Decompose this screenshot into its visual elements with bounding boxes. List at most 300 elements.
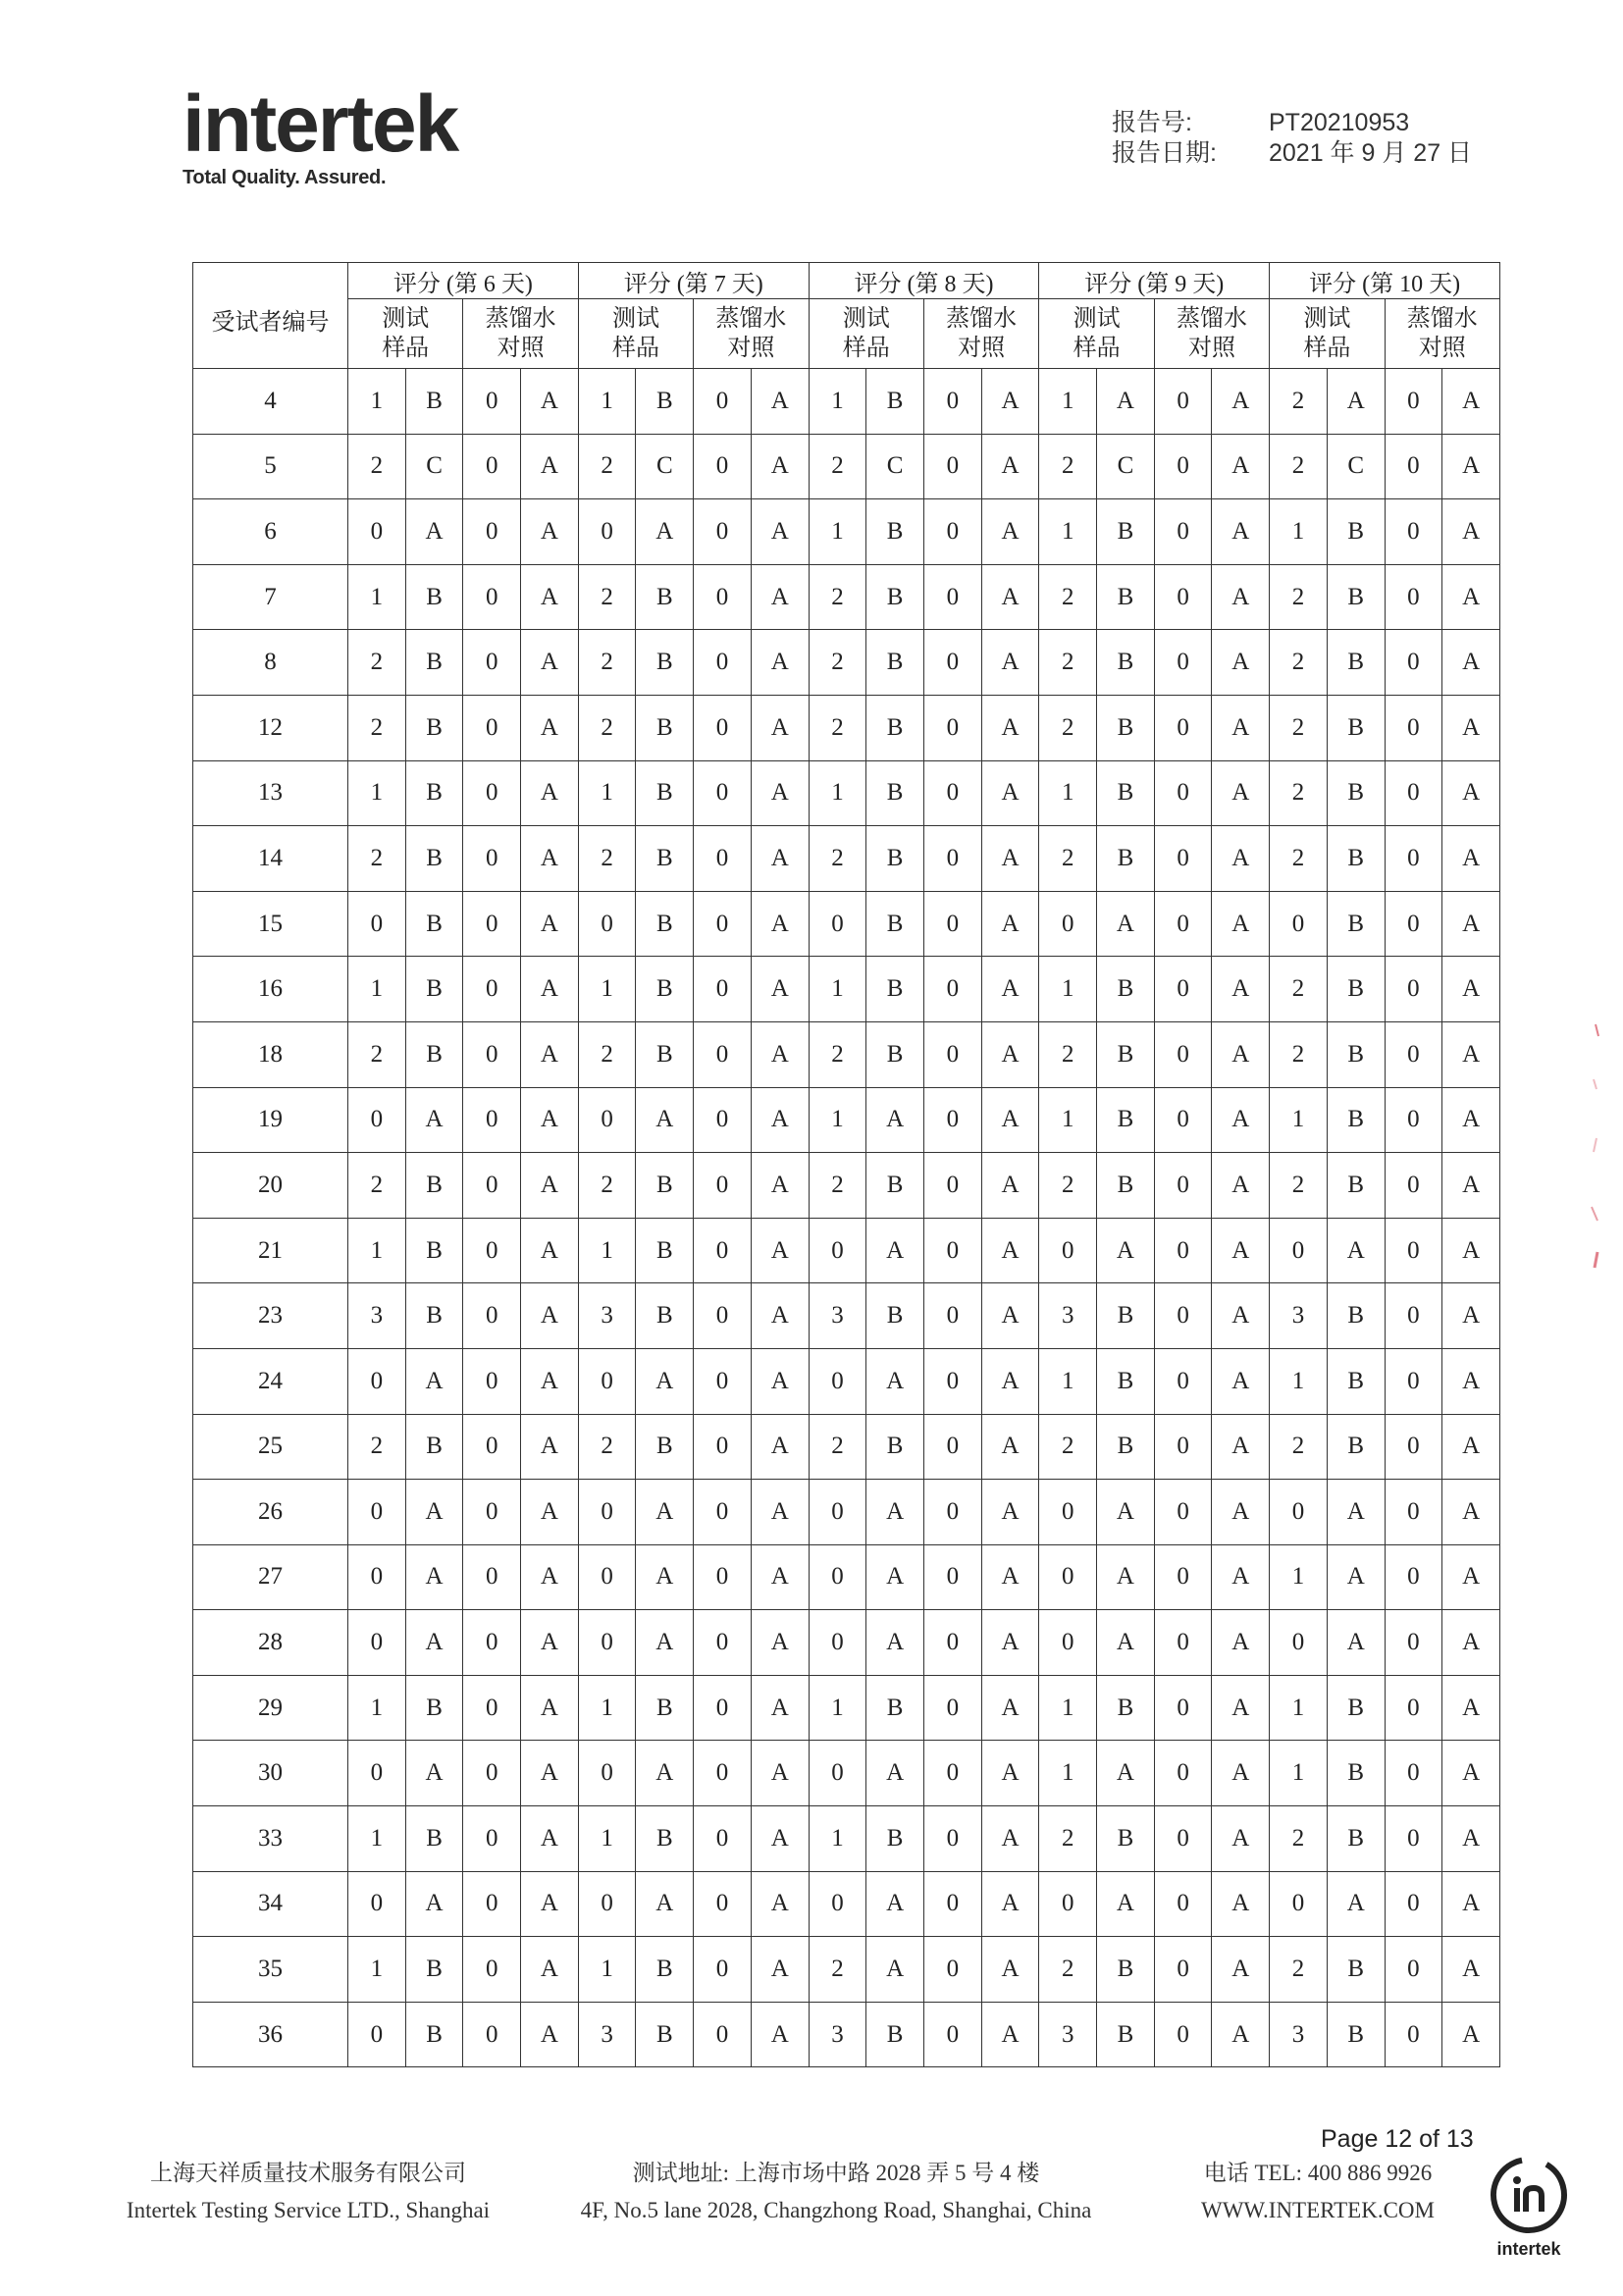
test-sample-header	[809, 299, 923, 369]
score-cell: 0	[694, 1806, 752, 1872]
day-header: 评分 (第 8 天)	[809, 263, 1039, 299]
grade-cell: A	[1212, 630, 1270, 696]
grade-cell: B	[636, 1937, 694, 2003]
distilled-water-control-header	[923, 299, 1038, 369]
grade-cell: A	[981, 891, 1039, 957]
grade-cell: B	[1327, 499, 1385, 565]
grade-cell: A	[866, 1937, 924, 2003]
score-cell: 1	[348, 369, 406, 435]
day-header: 评分 (第 7 天)	[578, 263, 809, 299]
grade-cell: B	[1097, 826, 1155, 892]
grade-cell: B	[1327, 957, 1385, 1022]
grade-cell: A	[866, 1218, 924, 1283]
score-cell: 0	[1385, 1480, 1442, 1545]
score-cell: 0	[694, 891, 752, 957]
distilled-water-control-header	[1154, 299, 1269, 369]
score-cell: 2	[1270, 1021, 1328, 1087]
grade-cell: A	[1442, 1675, 1500, 1741]
grade-cell: A	[981, 1937, 1039, 2003]
grade-cell: A	[1442, 630, 1500, 696]
grade-cell: A	[751, 630, 809, 696]
score-cell: 0	[1385, 369, 1442, 435]
grade-cell: A	[1097, 369, 1155, 435]
score-cell: 0	[923, 630, 981, 696]
grade-cell: A	[1442, 1087, 1500, 1153]
score-cell: 2	[809, 1937, 866, 2003]
score-cell: 1	[1270, 499, 1328, 565]
score-cell: 1	[578, 1675, 636, 1741]
grade-cell: B	[1097, 760, 1155, 826]
score-cell: 0	[1154, 1153, 1212, 1219]
grade-cell: A	[1442, 1741, 1500, 1806]
score-cell: 2	[578, 1021, 636, 1087]
score-cell: 0	[1154, 1283, 1212, 1349]
grade-cell: B	[866, 1021, 924, 1087]
score-cell: 2	[1270, 369, 1328, 435]
subject-id: 27	[193, 1544, 348, 1610]
table-row	[193, 1937, 1500, 2003]
grade-cell: B	[1327, 2002, 1385, 2067]
grade-cell: B	[1097, 1021, 1155, 1087]
grade-cell: B	[636, 630, 694, 696]
grade-cell: A	[521, 957, 579, 1022]
score-cell: 2	[348, 630, 406, 696]
score-cell: 0	[348, 891, 406, 957]
score-cell: 1	[1270, 1348, 1328, 1414]
test-header-line: 样品	[1073, 336, 1121, 361]
intertek-seal-icon	[1487, 2153, 1571, 2237]
grade-cell: A	[751, 1480, 809, 1545]
grade-cell: A	[981, 1610, 1039, 1676]
subject-id: 34	[193, 1871, 348, 1937]
grade-cell: A	[521, 369, 579, 435]
grade-cell: B	[405, 695, 463, 760]
score-cell: 0	[578, 1544, 636, 1610]
score-cell: 0	[1385, 1610, 1442, 1676]
grade-cell: A	[981, 630, 1039, 696]
grade-cell: A	[981, 1153, 1039, 1219]
score-cell: 0	[923, 369, 981, 435]
grade-cell: A	[636, 1610, 694, 1676]
score-cell: 0	[1385, 1544, 1442, 1610]
score-cell: 3	[1270, 2002, 1328, 2067]
score-cell: 1	[348, 1937, 406, 2003]
grade-cell: A	[1097, 1544, 1155, 1610]
score-cell: 0	[348, 1544, 406, 1610]
score-cell: 0	[578, 1480, 636, 1545]
grade-cell: A	[1442, 2002, 1500, 2067]
grade-cell: B	[636, 2002, 694, 2067]
grade-cell: A	[751, 957, 809, 1022]
grade-cell: A	[521, 1806, 579, 1872]
score-cell: 1	[1039, 1675, 1097, 1741]
score-cell: 0	[923, 1675, 981, 1741]
score-cell: 2	[809, 564, 866, 630]
score-cell: 0	[463, 1741, 521, 1806]
score-cell: 2	[1039, 1153, 1097, 1219]
score-cell: 0	[809, 1610, 866, 1676]
grade-cell: A	[521, 695, 579, 760]
grade-cell: B	[1097, 1283, 1155, 1349]
score-cell: 2	[1270, 957, 1328, 1022]
score-cell: 0	[923, 695, 981, 760]
grade-cell: A	[981, 1348, 1039, 1414]
grade-cell: B	[405, 760, 463, 826]
score-cell: 0	[694, 1675, 752, 1741]
grade-cell: A	[866, 1348, 924, 1414]
score-cell: 0	[923, 499, 981, 565]
table-row	[193, 1283, 1500, 1349]
footer-address	[551, 2155, 1121, 2229]
score-cell: 0	[1385, 499, 1442, 565]
score-cell: 0	[1385, 1937, 1442, 2003]
grade-cell: A	[751, 891, 809, 957]
score-cell: 2	[1270, 760, 1328, 826]
score-cell: 1	[1270, 1675, 1328, 1741]
score-cell: 0	[694, 695, 752, 760]
score-cell: 0	[463, 1087, 521, 1153]
grade-cell: A	[751, 695, 809, 760]
table-row	[193, 891, 1500, 957]
company-name-cn: 上海天祥质量技术服务有限公司	[150, 2161, 466, 2185]
score-cell: 0	[1154, 760, 1212, 826]
grade-cell: A	[1327, 1218, 1385, 1283]
grade-cell: B	[405, 564, 463, 630]
score-cell: 0	[923, 1414, 981, 1480]
page-number: Page 12 of 13	[1321, 2125, 1474, 2153]
score-cell: 1	[578, 1937, 636, 2003]
grade-cell: A	[1442, 891, 1500, 957]
score-cell: 0	[923, 760, 981, 826]
score-cell: 0	[1154, 826, 1212, 892]
grade-cell: B	[1327, 1153, 1385, 1219]
score-cell: 0	[1154, 2002, 1212, 2067]
score-cell: 0	[694, 1544, 752, 1610]
score-cell: 2	[1039, 1021, 1097, 1087]
control-header-line: 对照	[727, 336, 775, 361]
grade-cell: A	[521, 1480, 579, 1545]
table-row	[193, 1741, 1500, 1806]
score-cell: 0	[923, 957, 981, 1022]
grade-cell: B	[405, 1414, 463, 1480]
table-row	[193, 826, 1500, 892]
grade-cell: B	[1327, 826, 1385, 892]
score-cell: 0	[694, 2002, 752, 2067]
table-row	[193, 434, 1500, 499]
company-name-en: Intertek Testing Service LTD., Shanghai	[126, 2198, 491, 2222]
score-cell: 0	[1385, 1218, 1442, 1283]
grade-cell: B	[866, 1153, 924, 1219]
grade-cell: B	[1327, 1348, 1385, 1414]
score-cell: 0	[348, 2002, 406, 2067]
score-cell: 0	[463, 1610, 521, 1676]
grade-cell: A	[521, 1153, 579, 1219]
grade-cell: A	[405, 499, 463, 565]
grade-cell: A	[521, 630, 579, 696]
score-cell: 1	[578, 1806, 636, 1872]
score-cell: 0	[1385, 695, 1442, 760]
score-cell: 0	[1270, 1871, 1328, 1937]
grade-cell: B	[1097, 695, 1155, 760]
score-cell: 0	[694, 826, 752, 892]
score-cell: 2	[578, 695, 636, 760]
grade-cell: B	[405, 369, 463, 435]
score-cell: 0	[1385, 2002, 1442, 2067]
score-cell: 1	[578, 760, 636, 826]
grade-cell: A	[521, 1871, 579, 1937]
score-cell: 0	[463, 1806, 521, 1872]
grade-cell: A	[751, 1544, 809, 1610]
grade-cell: A	[1442, 1218, 1500, 1283]
score-cell: 2	[809, 1414, 866, 1480]
score-cell: 0	[463, 1937, 521, 2003]
grade-cell: B	[1327, 1414, 1385, 1480]
grade-cell: B	[1327, 1087, 1385, 1153]
grade-cell: B	[1097, 1153, 1155, 1219]
score-cell: 2	[809, 826, 866, 892]
score-cell: 0	[463, 957, 521, 1022]
score-cell: 0	[923, 1937, 981, 2003]
grade-cell: A	[1212, 1806, 1270, 1872]
score-cell: 2	[348, 826, 406, 892]
grade-cell: A	[866, 1610, 924, 1676]
address-en: 4F, No.5 lane 2028, Changzhong Road, Shanghai, China	[580, 2198, 1092, 2222]
table-row	[193, 760, 1500, 826]
grade-cell: B	[636, 564, 694, 630]
grade-cell: A	[1327, 369, 1385, 435]
score-cell: 0	[1154, 434, 1212, 499]
grade-cell: A	[1097, 891, 1155, 957]
grade-cell: A	[981, 1087, 1039, 1153]
grade-cell: A	[1442, 695, 1500, 760]
score-cell: 0	[463, 695, 521, 760]
table-row	[193, 630, 1500, 696]
subject-id: 4	[193, 369, 348, 435]
table-row	[193, 1675, 1500, 1741]
report-date-label: 报告日期:	[1112, 139, 1217, 167]
table-row	[193, 1218, 1500, 1283]
grade-cell: A	[981, 1414, 1039, 1480]
grade-cell: B	[866, 1283, 924, 1349]
intertek-seal	[1484, 2153, 1574, 2260]
score-cell: 0	[1154, 1871, 1212, 1937]
grade-cell: A	[521, 1544, 579, 1610]
grade-cell: A	[521, 2002, 579, 2067]
report-number: PT20210953	[1269, 109, 1410, 136]
score-cell: 0	[694, 564, 752, 630]
score-cell: 0	[923, 1153, 981, 1219]
subject-id: 19	[193, 1087, 348, 1153]
score-cell: 0	[1154, 891, 1212, 957]
score-cell: 0	[1154, 1414, 1212, 1480]
score-cell: 0	[923, 1871, 981, 1937]
score-cell: 2	[1270, 1937, 1328, 2003]
grade-cell: A	[751, 499, 809, 565]
score-cell: 0	[578, 891, 636, 957]
score-cell: 0	[694, 499, 752, 565]
test-header-line: 样品	[842, 336, 890, 361]
grade-cell: B	[636, 1153, 694, 1219]
score-cell: 0	[463, 1480, 521, 1545]
grade-cell: A	[751, 1871, 809, 1937]
grade-cell: A	[866, 1480, 924, 1545]
score-cell: 0	[1154, 1480, 1212, 1545]
grade-cell: B	[1097, 1087, 1155, 1153]
grade-cell: A	[751, 1937, 809, 2003]
score-cell: 1	[348, 1218, 406, 1283]
score-cell: 0	[348, 1871, 406, 1937]
score-cell: 0	[1385, 1871, 1442, 1937]
grade-cell: B	[866, 891, 924, 957]
score-cell: 2	[348, 1153, 406, 1219]
score-cell: 0	[1039, 1610, 1097, 1676]
score-cell: 0	[1385, 564, 1442, 630]
table-row	[193, 1348, 1500, 1414]
score-cell: 2	[809, 1153, 866, 1219]
score-cell: 1	[1039, 957, 1097, 1022]
grade-cell: B	[405, 1937, 463, 2003]
grade-cell: B	[636, 1675, 694, 1741]
score-cell: 1	[578, 369, 636, 435]
control-header-line: 对照	[958, 336, 1006, 361]
report-number-label: 报告号:	[1112, 109, 1192, 136]
score-cell: 1	[809, 1087, 866, 1153]
score-cell: 1	[1270, 1741, 1328, 1806]
score-cell: 2	[809, 434, 866, 499]
grade-cell: A	[981, 1283, 1039, 1349]
grade-cell: A	[751, 1414, 809, 1480]
test-sample-header	[1039, 299, 1154, 369]
score-cell: 1	[348, 1675, 406, 1741]
subject-id: 18	[193, 1021, 348, 1087]
report-date: 2021 年 9 月 27 日	[1269, 139, 1473, 167]
score-cell: 0	[1154, 1544, 1212, 1610]
grade-cell: A	[1097, 1741, 1155, 1806]
grade-cell: A	[1442, 760, 1500, 826]
score-cell: 0	[1154, 1021, 1212, 1087]
score-cell: 0	[809, 1218, 866, 1283]
grade-cell: A	[1442, 1283, 1500, 1349]
grade-cell: A	[751, 2002, 809, 2067]
score-cell: 1	[809, 1806, 866, 1872]
score-cell: 0	[348, 1087, 406, 1153]
grade-cell: A	[1212, 695, 1270, 760]
grade-cell: A	[981, 1544, 1039, 1610]
grade-cell: A	[521, 826, 579, 892]
score-cell: 0	[1154, 1087, 1212, 1153]
grade-cell: A	[636, 1480, 694, 1545]
score-cell: 0	[578, 1741, 636, 1806]
score-cell: 0	[1270, 891, 1328, 957]
score-cell: 0	[1385, 957, 1442, 1022]
score-cell: 2	[348, 434, 406, 499]
table-row	[193, 957, 1500, 1022]
score-cell: 0	[809, 1544, 866, 1610]
score-cell: 2	[578, 630, 636, 696]
score-cell: 0	[923, 826, 981, 892]
score-cell: 0	[1154, 369, 1212, 435]
grade-cell: B	[866, 695, 924, 760]
grade-cell: B	[636, 695, 694, 760]
table-row	[193, 564, 1500, 630]
grade-cell: A	[981, 1741, 1039, 1806]
grade-cell: A	[981, 1871, 1039, 1937]
score-cell: 0	[1039, 891, 1097, 957]
grade-cell: B	[1327, 564, 1385, 630]
score-cell: 1	[1039, 1087, 1097, 1153]
table-row	[193, 695, 1500, 760]
score-cell: 0	[694, 1087, 752, 1153]
score-cell: 1	[809, 369, 866, 435]
grade-cell: A	[1212, 1675, 1270, 1741]
score-cell: 0	[923, 1087, 981, 1153]
grade-cell: B	[1327, 891, 1385, 957]
score-cell: 3	[348, 1283, 406, 1349]
grade-cell: A	[751, 1610, 809, 1676]
score-cell: 0	[923, 1741, 981, 1806]
grade-cell: A	[981, 760, 1039, 826]
test-header-line: 样品	[382, 336, 430, 361]
subject-id: 14	[193, 826, 348, 892]
score-cell: 0	[694, 1283, 752, 1349]
table-row	[193, 2002, 1500, 2067]
grade-cell: A	[866, 1741, 924, 1806]
score-cell: 0	[1039, 1218, 1097, 1283]
grade-cell: A	[521, 1937, 579, 2003]
test-header-line: 样品	[1303, 336, 1351, 361]
grade-cell: B	[1327, 630, 1385, 696]
grade-cell: A	[1442, 1480, 1500, 1545]
score-cell: 2	[809, 1021, 866, 1087]
score-cell: 0	[694, 1937, 752, 2003]
subject-id: 33	[193, 1806, 348, 1872]
score-cell: 1	[1039, 1348, 1097, 1414]
score-cell: 2	[1039, 564, 1097, 630]
score-cell: 0	[463, 826, 521, 892]
distilled-water-control-header	[463, 299, 578, 369]
table-row	[193, 1153, 1500, 1219]
grade-cell: A	[405, 1741, 463, 1806]
grade-cell: A	[1212, 369, 1270, 435]
score-cell: 0	[694, 1741, 752, 1806]
grade-cell: A	[521, 1741, 579, 1806]
score-cell: 3	[578, 1283, 636, 1349]
control-header-line: 蒸馏水	[1406, 306, 1478, 332]
score-cell: 0	[1154, 1348, 1212, 1414]
grade-cell: A	[521, 760, 579, 826]
logo-wordmark: intertek	[183, 79, 458, 169]
grade-cell: A	[1212, 957, 1270, 1022]
score-cell: 0	[923, 2002, 981, 2067]
control-header-line: 对照	[1187, 336, 1235, 361]
score-cell: 0	[923, 1021, 981, 1087]
score-cell: 0	[923, 1480, 981, 1545]
grade-cell: B	[866, 1675, 924, 1741]
table-row	[193, 1021, 1500, 1087]
grade-cell: B	[1327, 695, 1385, 760]
grade-cell: A	[1212, 1544, 1270, 1610]
score-cell: 2	[1270, 1806, 1328, 1872]
score-cell: 1	[809, 499, 866, 565]
table-row	[193, 1871, 1500, 1937]
grade-cell: A	[1212, 499, 1270, 565]
grade-cell: A	[1212, 1741, 1270, 1806]
grade-cell: A	[636, 1087, 694, 1153]
footer-company	[106, 2155, 510, 2229]
score-cell: 0	[1385, 1087, 1442, 1153]
grade-cell: A	[1442, 434, 1500, 499]
grade-cell: B	[636, 1218, 694, 1283]
